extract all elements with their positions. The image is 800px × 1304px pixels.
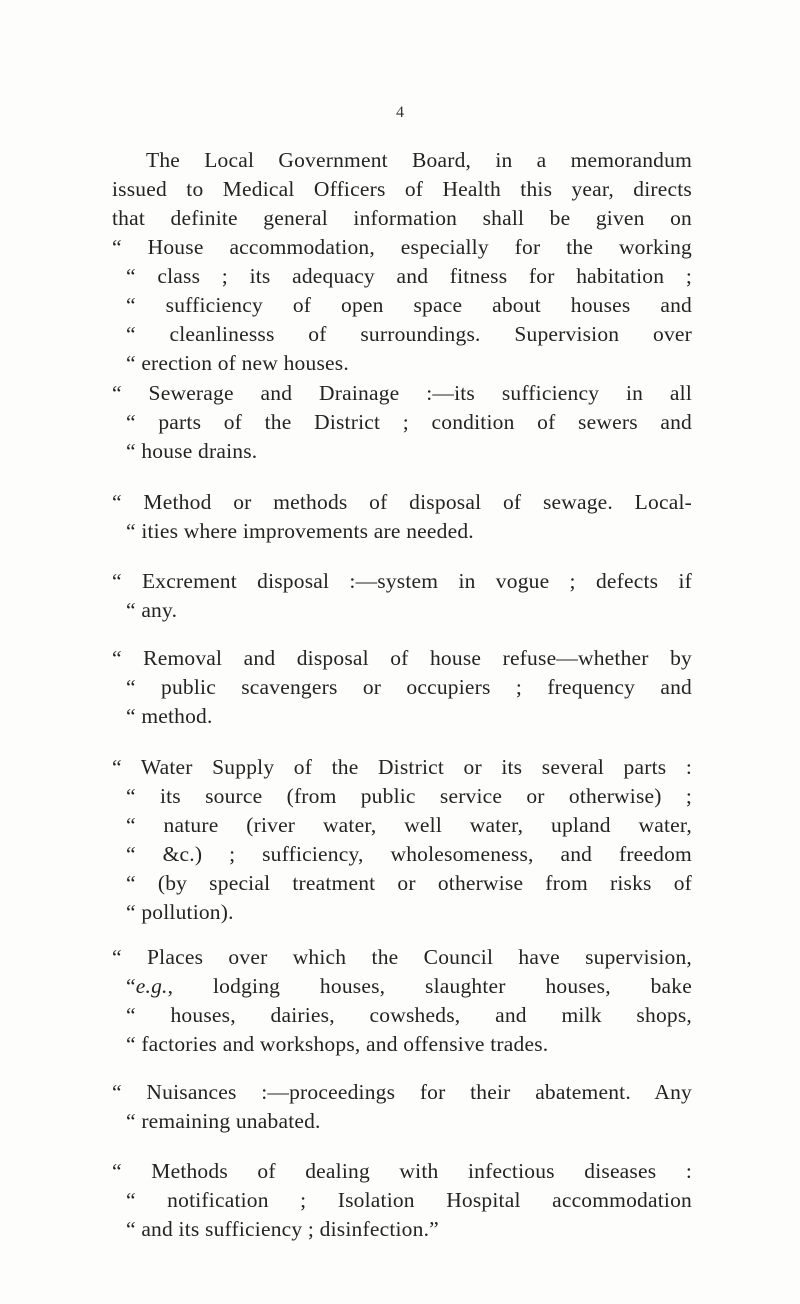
text-line: “ notification ; Isolation Hospital accommodation xyxy=(126,1188,692,1212)
text-line: “ remaining unabated. xyxy=(126,1109,321,1133)
paragraph-nuisances xyxy=(112,1078,692,1136)
text-line: “ sufficiency of open space about houses and xyxy=(126,293,692,317)
text-line: “ class ; its adequacy and fitness for habitation ; xyxy=(126,264,692,288)
text-line: that definite general information shall be given on xyxy=(112,206,692,230)
paragraph-sewerage xyxy=(112,379,692,466)
text-line: “ houses, dairies, cowsheds, and milk shops, xyxy=(126,1003,692,1027)
text-line: The Local Government Board, in a memorandum xyxy=(146,148,692,172)
page-number: 4 xyxy=(396,104,404,121)
text-line: “ (by special treatment or otherwise from risks of xyxy=(126,871,692,895)
text-line: “ ities where improvements are needed. xyxy=(126,519,474,543)
text-line: “ Water Supply of the District or its several parts : xyxy=(112,755,692,779)
paragraph-sewage-disposal xyxy=(112,488,692,546)
paragraph-intro xyxy=(112,146,692,378)
paragraph-excrement xyxy=(112,567,692,625)
eg-italic: e.g. xyxy=(135,974,168,998)
text-line: “ cleanlinesss of surroundings. Supervision over xyxy=(126,322,692,346)
text-line: “ Sewerage and Drainage :—its sufficiency in all xyxy=(112,381,692,405)
text-line: “ &c.) ; sufficiency, wholesomeness, and freedom xyxy=(126,842,692,866)
paragraph-refuse xyxy=(112,644,692,731)
text-line: “ parts of the District ; condition of sewers and xyxy=(126,410,692,434)
text-line: “ any. xyxy=(126,598,178,622)
paragraph-supervision xyxy=(112,943,692,1059)
open-quote: “ xyxy=(126,974,136,998)
text-line: “ its source (from public service or otherwise) ; xyxy=(126,784,692,808)
text-line: “ erection of new houses. xyxy=(126,351,349,375)
text-line: “ Method or methods of disposal of sewage. Local- xyxy=(112,490,692,514)
text-line: “ Nuisances :—proceedings for their abatement. Any xyxy=(112,1080,692,1104)
paragraph-infectious-diseases xyxy=(112,1157,692,1244)
text-line: “ Excrement disposal :—system in vogue ; defects if xyxy=(112,569,692,593)
text-line: “ Methods of dealing with infectious diseases : xyxy=(112,1159,692,1183)
line-rest: , lodging houses, slaughter houses, bake xyxy=(167,974,692,998)
text-line: “ pollution). xyxy=(126,900,234,924)
text-line: “ Removal and disposal of house refuse—whether by xyxy=(112,646,692,670)
text-line: “ house drains. xyxy=(126,439,258,463)
text-line: “ nature (river water, well water, upland water, xyxy=(126,813,692,837)
text-line: “ public scavengers or occupiers ; frequency and xyxy=(126,675,692,699)
text-line: “ Places over which the Council have supervision, xyxy=(112,945,692,969)
text-line: “ factories and workshops, and offensive trades. xyxy=(126,1032,549,1056)
text-line: issued to Medical Officers of Health this year, directs xyxy=(112,177,692,201)
paragraph-water-supply xyxy=(112,753,692,927)
text-line: “ method. xyxy=(126,704,213,728)
text-line: “ and its sufficiency ; disinfection.” xyxy=(126,1217,439,1241)
text-line xyxy=(112,972,692,1001)
text-line: “ House accommodation, especially for the working xyxy=(112,235,692,259)
